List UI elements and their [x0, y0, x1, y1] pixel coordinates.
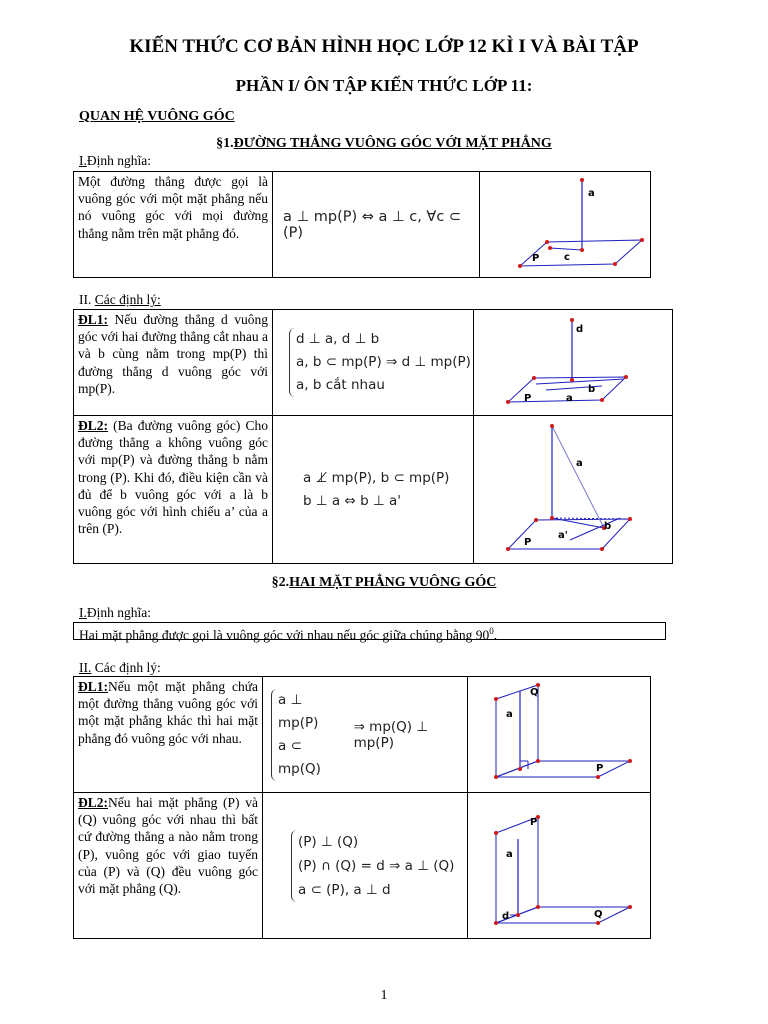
s2-dl2-f1: (P) ⊥ (Q): [298, 833, 359, 850]
fig5-label-d: d: [502, 911, 510, 922]
s1-def-title: Định nghĩa:: [86, 153, 151, 168]
s2-dl2-formula-cell: [263, 793, 468, 939]
s1-heading-text: ĐƯỜNG THẲNG VUÔNG GÓC VỚI MẶT PHẲNG: [233, 136, 552, 151]
s1-dl2-text: [74, 416, 272, 537]
s1-dl2-label: ĐL2:: [78, 418, 108, 433]
s2-dl2-figure-cell: [468, 793, 651, 939]
s2-thm-label: [79, 660, 161, 677]
fig2-label-d: d: [576, 324, 584, 335]
s2-dl1-formula: [271, 689, 467, 781]
fig5-label-q: Q: [594, 909, 603, 920]
s2-dl2-body: Nếu hai mặt phẳng (P) và (Q) vuông góc với nhau thì bất cứ đường thẳng a nào nằm trong (P), vuông góc với giao tuyến của (P) và (Q) đều vuông góc với mặt phẳng (Q).: [78, 795, 258, 897]
fig4-label-q: Q: [530, 687, 539, 698]
s1-thm-num: II.: [79, 292, 95, 307]
s1-thm-title: Các định lý:: [94, 292, 161, 307]
s1-dl2-f1: a ⊥̸ mp(P), b ⊂ mp(P): [303, 469, 450, 486]
s1-dl1-f3: a, b cắt nhau: [296, 377, 385, 393]
s2-def-end: .: [493, 627, 498, 643]
s2-dl2-f3: a ⊂ (P), a ⊥ d: [298, 881, 391, 898]
part-heading: PHẦN I/ ÔN TẬP KIẾN THỨC LỚP 11:: [235, 76, 533, 95]
s2-definition-box: [73, 622, 666, 643]
fig5-label-a: a: [506, 849, 513, 860]
fig3-label-p: P: [524, 537, 532, 548]
s1-def-figure-cell: [480, 172, 651, 278]
s2-def-title: Định nghĩa:: [86, 605, 151, 620]
fig2-label-a: a: [566, 393, 573, 404]
s1-theorems-table: [73, 309, 673, 564]
s2-dl1-text-cell: [74, 677, 263, 793]
fig3-label-b: b: [604, 521, 612, 532]
fig3-label-a-prime: a': [558, 530, 568, 541]
s2-dl2-label: ĐL2:: [78, 795, 108, 810]
s2-theorems-table: [73, 676, 651, 939]
s2-dl2-text: [74, 793, 262, 897]
s1-definition-table: [73, 171, 651, 278]
s2-dl1-body: Nếu một mặt phẳng chứa một đường thẳng vuông góc với một mặt phẳng khác thì hai mặt phẳng đó vuông góc với nhau.: [78, 679, 258, 746]
s2-dl1-label: ĐL1:: [78, 679, 108, 694]
perpendicular-two-lines-figure: [474, 310, 672, 410]
fig1-label-a: a: [588, 188, 595, 199]
s2-dl1-result: ⇒ mp(Q) ⊥ mp(P): [353, 718, 429, 751]
s2-def-sup: 0: [489, 626, 494, 636]
s1-dl1-formula: [289, 328, 473, 397]
s1-dl2-f2: b ⊥ a ⇔ b ⊥ a': [303, 492, 401, 509]
s1-dl2-formula-cell: [273, 416, 474, 564]
s1-dl1-f1: d ⊥ a, d ⊥ b: [296, 331, 380, 347]
s2-thm-num: II.: [79, 660, 92, 675]
fig2-label-p: P: [524, 393, 532, 404]
s1-dl1-formula-cell: [273, 310, 474, 416]
perpendicular-planes-figure-2: [468, 793, 650, 933]
s1-prefix: §1.: [216, 136, 234, 151]
s1-dl2-figure-cell: [474, 416, 673, 564]
fig2-label-b: b: [588, 384, 596, 395]
s1-def-num: I.: [79, 153, 87, 168]
s2-dl1-figure-cell: [468, 677, 651, 793]
s2-def-num: I.: [79, 605, 87, 620]
s1-def-formula-cell: [273, 172, 480, 278]
s2-heading-text: HAI MẶT PHẲNG VUÔNG GÓC: [289, 575, 497, 590]
s1-dl1-figure-cell: [474, 310, 673, 416]
s1-dl1-label: ĐL1:: [78, 312, 108, 327]
perpendicular-planes-figure-1: [468, 677, 650, 787]
s2-dl1-conditions: [271, 689, 346, 781]
s2-dl1-f2: a ⊂ mp(Q): [278, 737, 321, 777]
s1-dl2-formula: [303, 467, 473, 513]
fig1-label-p: P: [532, 253, 540, 264]
s2-heading: [0, 575, 768, 591]
s1-dl1-body: Nếu đường thẳng d vuông góc với hai đường thẳng cắt nhau a và b cùng nằm trong mp(P) thì đường thẳng d vuông góc với mp(P).: [78, 312, 268, 396]
s2-dl2-formula: [291, 830, 467, 902]
s2-dl1-f1: a ⊥ mp(P): [278, 691, 319, 731]
s1-def-formula: a ⊥ mp(P) ⇔ a ⊥ c, ∀c ⊂ (P): [283, 208, 462, 241]
s1-dl2-body: (Ba đường vuông góc) Cho đường thẳng a không vuông góc với mp(P) và đường thẳng b nằm trong (P). Khi đó, điều kiện cần và đủ để b vuông góc với a là b vuông góc với hình chiếu a’ của a trên (P).: [78, 418, 268, 537]
s2-prefix: §2.: [271, 575, 290, 590]
s1-def-label: [79, 153, 151, 170]
fig4-label-p: P: [596, 763, 604, 774]
fig1-label-c: c: [564, 252, 570, 263]
perpendicular-line-plane-figure: [480, 172, 650, 272]
s2-def-text: Hai mặt phẳng được gọi là vuông góc với nhau nếu góc giữa chúng bằng 90: [79, 627, 490, 643]
three-perpendiculars-figure: [474, 416, 672, 558]
s1-dl1-text-cell: [74, 310, 273, 416]
s2-dl2-f2: (P) ∩ (Q) = d ⇒ a ⊥ (Q): [298, 857, 455, 874]
s1-dl1-text: [74, 310, 272, 397]
s1-def-text: Một đường thẳng được gọi là vuông góc với một mặt phẳng nếu nó vuông góc với mọi đường thẳng nằm trên mặt phẳng đó.: [78, 174, 268, 241]
document-title: KIẾN THỨC CƠ BẢN HÌNH HỌC LỚP 12 KÌ I VÀ BÀI TẬP: [129, 36, 639, 57]
section-heading: QUAN HỆ VUÔNG GÓC: [79, 109, 235, 124]
page-number: 1: [380, 988, 388, 1003]
s2-thm-title: Các định lý:: [91, 660, 161, 675]
fig3-label-a: a: [576, 458, 583, 469]
fig4-label-a: a: [506, 709, 513, 720]
s2-dl2-text-cell: [74, 793, 263, 939]
s2-dl1-text: [74, 677, 262, 747]
s1-dl1-f2: a, b ⊂ mp(P) ⇒ d ⊥ mp(P): [296, 354, 471, 370]
s1-heading: [0, 136, 768, 152]
s2-dl1-formula-cell: [263, 677, 468, 793]
s1-def-text-cell: [74, 172, 273, 278]
s2-def-label: [79, 605, 151, 622]
s1-thm-label: [79, 292, 161, 309]
s1-dl2-text-cell: [74, 416, 273, 564]
fig5-label-p: P: [530, 817, 538, 828]
